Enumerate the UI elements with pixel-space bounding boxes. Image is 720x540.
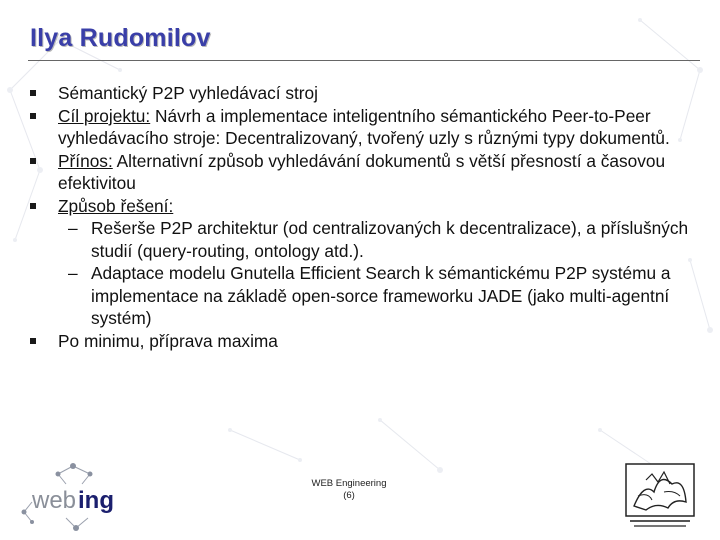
university-seal-icon — [624, 462, 696, 534]
sub-bullet-text: Rešerše P2P architektur (od centralizovaných k decentralizace), a příslušných studií (query-routing, ontology atd.). — [91, 218, 689, 261]
bullet-text: Po minimu, příprava maxima — [58, 330, 278, 351]
bullet-item — [30, 330, 695, 353]
bullet-item — [30, 105, 695, 150]
sub-bullet-item — [30, 217, 695, 262]
svg-text:ing: ing — [78, 487, 114, 514]
svg-text:web: web — [32, 487, 77, 514]
square-bullet-icon — [30, 158, 36, 164]
slide-content — [30, 82, 695, 352]
bullet-text: Sémantický P2P vyhledávací stroj — [58, 83, 318, 103]
square-bullet-icon — [30, 113, 36, 119]
bullet-label: Cíl projektu: — [58, 105, 151, 126]
title-underline-rule — [28, 60, 700, 61]
square-bullet-icon — [30, 203, 36, 209]
bullet-label: Způsob řešení: — [58, 195, 174, 216]
sub-bullet-text: Adaptace modelu Gnutella Efficient Search k sémantickému P2P systému a implementace na základě open-sorce frameworku JADE (jako multi-agentní systém) — [91, 263, 671, 328]
slide-title: Ilya Rudomilov — [30, 24, 211, 52]
footer-page-number: (6) — [343, 490, 355, 501]
square-bullet-icon — [30, 90, 36, 96]
bullet-item — [30, 150, 695, 195]
webing-logo — [18, 462, 128, 532]
square-bullet-icon — [30, 338, 36, 344]
footer-course-name: WEB Engineering — [311, 478, 387, 489]
dash-bullet: – — [68, 218, 78, 238]
dash-bullet: – — [68, 263, 78, 283]
footer-text — [300, 478, 398, 502]
bullet-item — [30, 82, 695, 105]
bullet-text: Alternativní způsob vyhledávání dokumentů s větší přesností a časovou efektivitou — [58, 150, 666, 193]
sub-bullet-item — [30, 262, 695, 330]
bullet-label: Přínos: — [58, 150, 113, 171]
bullet-item — [30, 195, 695, 218]
bullet-text: Návrh a implementace inteligentního sémantického Peer-to-Peer vyhledávacího stroje: Decentralizovaný, tvořený uzly s různými typy dokumentů. — [58, 105, 670, 148]
